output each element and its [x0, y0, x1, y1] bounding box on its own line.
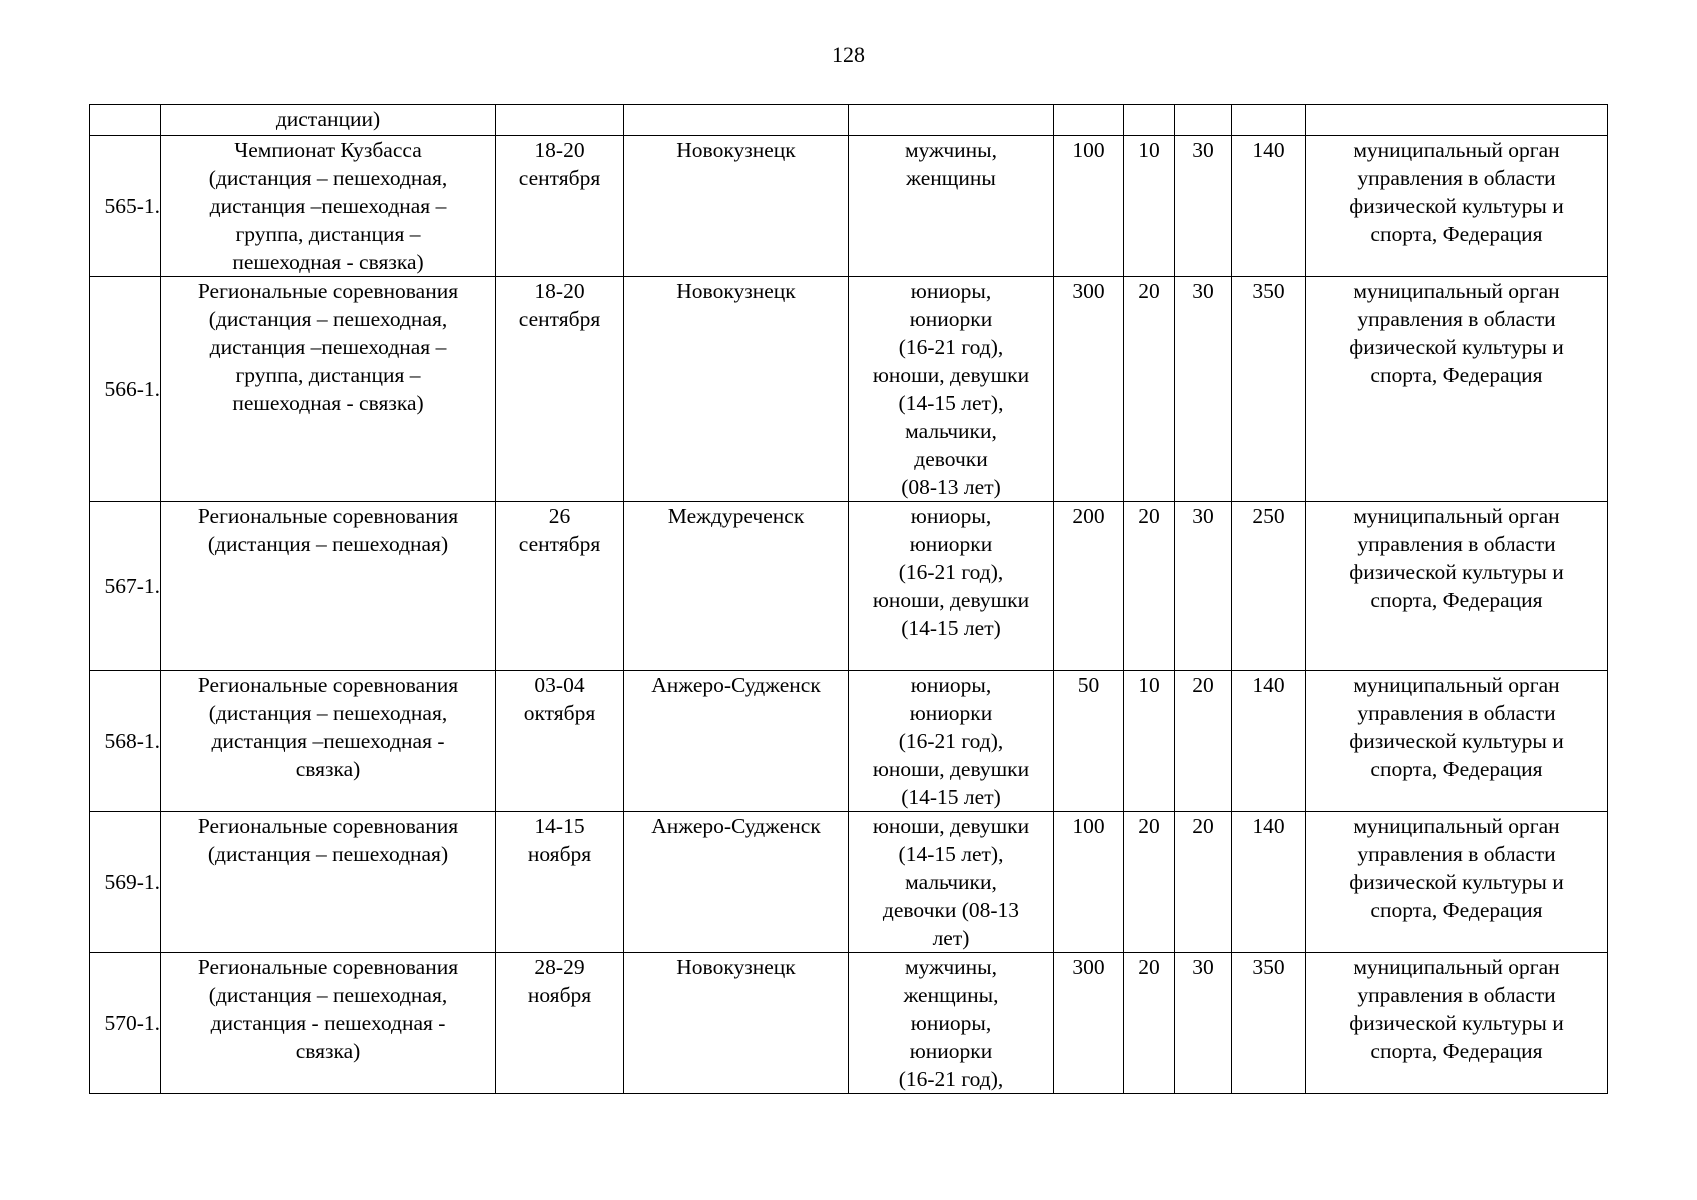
events-table: [89, 104, 1608, 1094]
cell-count-3: 20: [1175, 671, 1232, 812]
cell-num: [90, 105, 161, 136]
cell-dates: 18-20 сентября: [496, 277, 624, 502]
cell-participants: мужчины, женщины, юниоры, юниорки (16-21 год),: [849, 953, 1054, 1094]
table-row: [90, 136, 1608, 277]
cell-num: 568-1.: [90, 671, 161, 812]
cell-organizer: муниципальный орган управления в области физической культуры и спорта, Федерация: [1306, 136, 1608, 277]
cell-place: [624, 105, 849, 136]
cell-place: Новокузнецк: [624, 136, 849, 277]
cell-count-3: 30: [1175, 277, 1232, 502]
cell-place: Анжеро-Судженск: [624, 812, 849, 953]
cell-organizer: муниципальный орган управления в области физической культуры и спорта, Федерация: [1306, 502, 1608, 671]
table-row: [90, 277, 1608, 502]
cell-count-2: [1124, 105, 1175, 136]
cell-organizer: муниципальный орган управления в области физической культуры и спорта, Федерация: [1306, 812, 1608, 953]
cell-count-4: 350: [1232, 953, 1306, 1094]
cell-count-3: 30: [1175, 502, 1232, 671]
cell-count-3: [1175, 105, 1232, 136]
cell-count-2: 20: [1124, 277, 1175, 502]
table-row: [90, 953, 1608, 1094]
page-number: 128: [832, 42, 865, 67]
cell-organizer: муниципальный орган управления в области физической культуры и спорта, Федерация: [1306, 277, 1608, 502]
cell-count-1: 100: [1054, 136, 1124, 277]
cell-name: Региональные соревнования (дистанция – пешеходная): [161, 502, 496, 671]
cell-organizer: муниципальный орган управления в области физической культуры и спорта, Федерация: [1306, 953, 1608, 1094]
cell-count-4: 350: [1232, 277, 1306, 502]
cell-name: Региональные соревнования (дистанция – пешеходная): [161, 812, 496, 953]
cell-organizer: [1306, 105, 1608, 136]
cell-name: Чемпионат Кузбасса (дистанция – пешеходная, дистанция –пешеходная – группа, дистанция – пешеходная - связка): [161, 136, 496, 277]
table-row-continuation: [90, 105, 1608, 136]
cell-participants: юниоры, юниорки (16-21 год), юноши, девушки (14-15 лет), мальчики, девочки (08-13 лет): [849, 277, 1054, 502]
cell-participants: [849, 105, 1054, 136]
cell-place: Новокузнецк: [624, 953, 849, 1094]
table-row: [90, 671, 1608, 812]
cell-num: 567-1.: [90, 502, 161, 671]
cell-count-2: 20: [1124, 953, 1175, 1094]
cell-count-4: 140: [1232, 812, 1306, 953]
cell-num: 566-1.: [90, 277, 161, 502]
cell-place: Новокузнецк: [624, 277, 849, 502]
cell-place: Анжеро-Судженск: [624, 671, 849, 812]
cell-participants: юниоры, юниорки (16-21 год), юноши, девушки (14-15 лет): [849, 671, 1054, 812]
cell-count-1: 200: [1054, 502, 1124, 671]
cell-dates: 26 сентября: [496, 502, 624, 671]
cell-count-4: 140: [1232, 136, 1306, 277]
cell-count-1: 300: [1054, 277, 1124, 502]
cell-count-4: 250: [1232, 502, 1306, 671]
cell-participants: юниоры, юниорки (16-21 год), юноши, девушки (14-15 лет): [849, 502, 1054, 671]
cell-dates: 14-15 ноября: [496, 812, 624, 953]
cell-count-2: 10: [1124, 671, 1175, 812]
cell-num: 570-1.: [90, 953, 161, 1094]
cell-name: Региональные соревнования (дистанция – пешеходная, дистанция - пешеходная - связка): [161, 953, 496, 1094]
cell-dates: 28-29 ноября: [496, 953, 624, 1094]
cell-organizer: муниципальный орган управления в области физической культуры и спорта, Федерация: [1306, 671, 1608, 812]
cell-count-1: [1054, 105, 1124, 136]
cell-count-2: 10: [1124, 136, 1175, 277]
cell-count-4: [1232, 105, 1306, 136]
cell-count-2: 20: [1124, 812, 1175, 953]
table-row: [90, 812, 1608, 953]
cell-participants: юноши, девушки (14-15 лет), мальчики, девочки (08-13 лет): [849, 812, 1054, 953]
cell-count-3: 30: [1175, 953, 1232, 1094]
cell-count-2: 20: [1124, 502, 1175, 671]
cell-num: 565-1.: [90, 136, 161, 277]
cell-count-1: 100: [1054, 812, 1124, 953]
cell-participants: мужчины, женщины: [849, 136, 1054, 277]
cell-count-1: 50: [1054, 671, 1124, 812]
cell-name: Региональные соревнования (дистанция – пешеходная, дистанция –пешеходная – группа, дистанция – пешеходная - связка): [161, 277, 496, 502]
cell-dates: 18-20 сентября: [496, 136, 624, 277]
cell-count-3: 30: [1175, 136, 1232, 277]
cell-count-4: 140: [1232, 671, 1306, 812]
cell-name: дистанции): [161, 105, 496, 136]
table-row: [90, 502, 1608, 671]
cell-count-1: 300: [1054, 953, 1124, 1094]
cell-dates: [496, 105, 624, 136]
cell-num: 569-1.: [90, 812, 161, 953]
cell-count-3: 20: [1175, 812, 1232, 953]
cell-dates: 03-04 октября: [496, 671, 624, 812]
cell-place: Междуреченск: [624, 502, 849, 671]
cell-name: Региональные соревнования (дистанция – пешеходная, дистанция –пешеходная - связка): [161, 671, 496, 812]
